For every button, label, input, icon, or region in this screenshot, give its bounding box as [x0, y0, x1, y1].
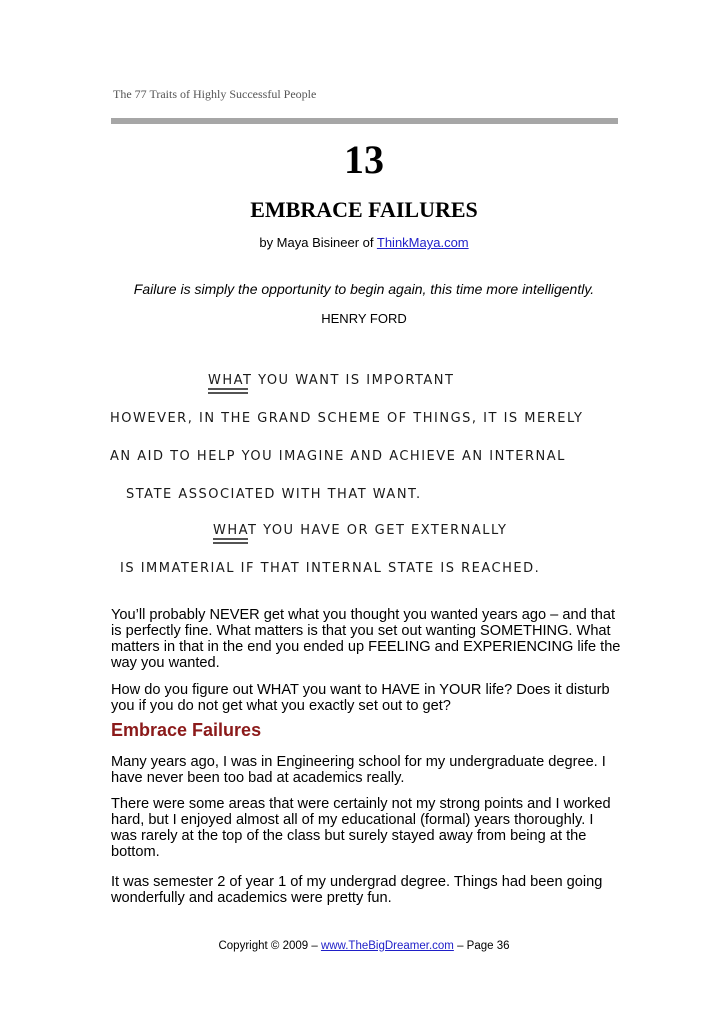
byline-prefix: by Maya Bisineer of — [259, 235, 377, 250]
handwriting-line: STATE ASSOCIATED WITH THAT WANT. — [126, 487, 422, 502]
section-heading: Embrace Failures — [111, 720, 262, 740]
handwriting-line: WHAT YOU HAVE OR GET EXTERNALLY — [213, 523, 508, 538]
body-paragraph: How do you figure out WHAT you want to HAVE in YOUR life? Does it disturb you if you do not get what you exactly set out to get? — [111, 682, 610, 714]
handwriting-line: HOWEVER, IN THE GRAND SCHEME OF THINGS, IT IS MERELY — [110, 411, 584, 426]
copyright-text: Copyright © 2009 – — [218, 940, 321, 952]
epigraph-author: HENRY FORD — [321, 311, 407, 326]
page-number-text: – Page 36 — [453, 940, 510, 952]
header-rule — [111, 118, 618, 124]
chapter-title: EMBRACE FAILURES — [250, 197, 478, 222]
handwritten-note-image — [108, 362, 618, 582]
body-paragraph: Many years ago, I was in Engineering school for my undergraduate degree. I have never been too bad at academics really. — [111, 754, 606, 786]
handwriting-line: WHAT YOU WANT IS IMPORTANT — [208, 373, 455, 388]
handwriting-line: IS IMMATERIAL IF THAT INTERNAL STATE IS REACHED. — [120, 561, 541, 576]
book-title: The 77 Traits of Highly Successful People — [113, 87, 317, 101]
byline — [0, 235, 728, 250]
bigdreamer-link[interactable]: www.TheBigDreamer.com — [320, 940, 454, 952]
page-footer — [0, 940, 728, 952]
epigraph-quote: Failure is simply the opportunity to begin again, this time more intelligently. — [133, 281, 595, 297]
handwriting-line: AN AID TO HELP YOU IMAGINE AND ACHIEVE AN INTERNAL — [110, 449, 566, 464]
body-paragraph: There were some areas that were certainly not my strong points and I worked hard, but I enjoyed almost all of my educational (formal) years thoroughly. I was rarely at the top of the class but surely stayed away from being at the bottom. — [111, 796, 611, 860]
chapter-number: 13 — [344, 137, 384, 182]
body-paragraph: You’ll probably NEVER get what you thought you wanted years ago – and that is perfectly fine. What matters is that you set out wanting SOMETHING. What matters in that in the end you ended up FEELING and EXPERIENCING life the way you wanted. — [111, 607, 621, 671]
thinkmaya-link[interactable]: ThinkMaya.com — [376, 235, 469, 250]
body-paragraph: It was semester 2 of year 1 of my undergrad degree. Things had been going wonderfully and academics were pretty fun. — [111, 874, 603, 906]
